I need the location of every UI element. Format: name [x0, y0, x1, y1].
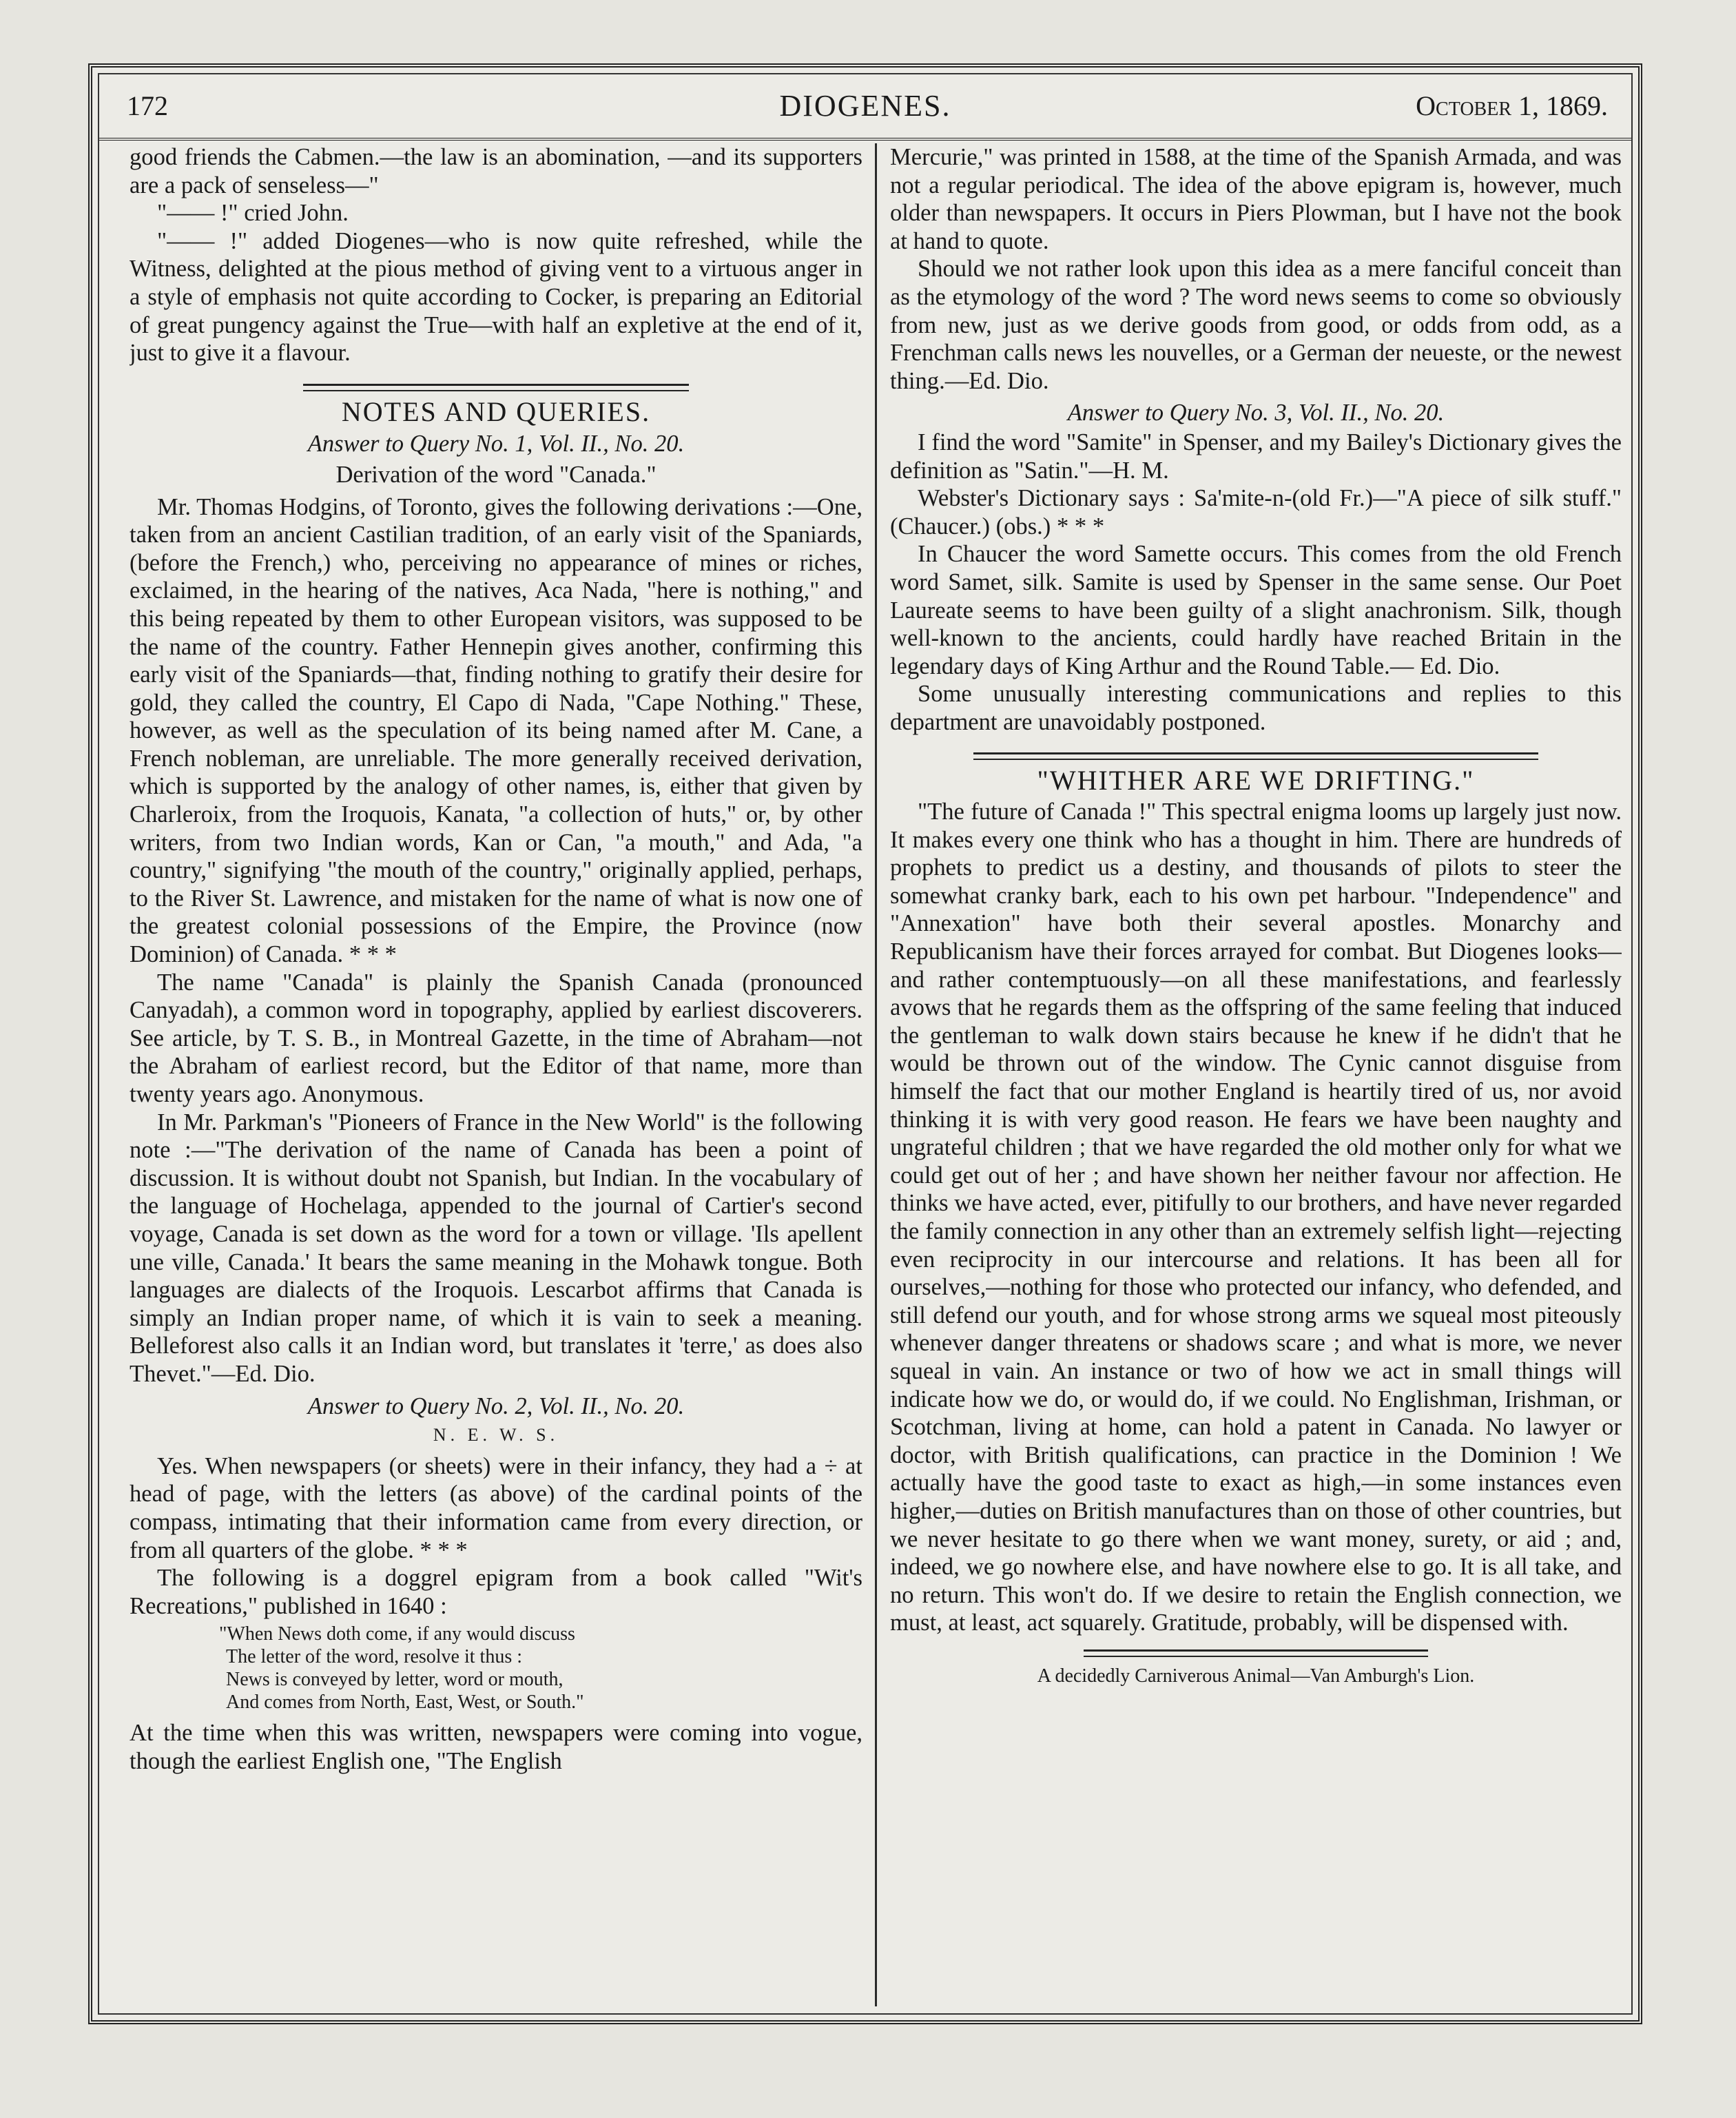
paragraph: Webster's Dictionary says : Sa'mite-n-(old Fr.)—"A piece of silk stuff." (Chaucer.) (obs.) * * *	[890, 485, 1622, 539]
paragraph: In Mr. Parkman's "Pioneers of France in the New World" is the following note :—"The derivation of the name of Canada has been a point of discussion. It is without doubt not Spanish, but Indian. In the vocabulary of the language of Hochelaga, appended to the journal of Cartier's second voyage, Canada is set down as the word for a town or village. 'Ils apellent une ville, Canada.' It bears the same meaning in the Mohawk tongue. Both languages are dialects of the Iroquois. Lescarbot affirms that Canada is simply an Indian proper name, of which it is vain to seek a meaning. Belleforest also calls it an Indian word, but translates it 'terre,' as does also Thevet."—Ed. Dio.	[130, 1109, 862, 1387]
right-column	[890, 143, 1622, 2006]
page-frame	[88, 63, 1642, 2024]
page-number: 172	[127, 90, 168, 121]
section-divider	[973, 752, 1538, 760]
footer-note: A decidedly Carniverous Animal—Van Amburgh's Lion.	[1037, 1665, 1475, 1687]
paper-title: DIOGENES.	[779, 89, 951, 123]
section-divider	[1084, 1649, 1428, 1657]
section-divider	[303, 384, 689, 391]
poem-line: "When News doth come, if any would discuss	[219, 1623, 575, 1645]
paragraph: Yes. When newspapers (or sheets) were in their infancy, they had a ÷ at head of page, with the letters (as above) of the cardinal points of the compass, intimating that their information came from every direction, or from all quarters of the globe. * * *	[130, 1452, 862, 1563]
section-title-notes-and-queries: NOTES AND QUERIES.	[341, 395, 651, 427]
news-letters: N. E. W. S.	[433, 1425, 559, 1446]
paragraph: At the time when this was written, newspapers were coming into vogue, though the earliest English one, "The English	[130, 1720, 862, 1774]
paragraph: Mr. Thomas Hodgins, of Toronto, gives the following derivations :—One, taken from an ancient Castilian tradition, of an early visit of the Spaniards, (before the French,) who, perceiving no appearance of mines or riches, exclaimed, in the hearing of the natives, Aca Nada, "here is nothing," and this being repeated by them to other European visitors, was supposed to be the name of the country. Father Hennepin gives another, confirming this early visit of the Spaniards—that, finding nothing to gratify their desire for gold, they called the country, El Capo di Nada, "Cape Nothing." These, however, as well as the speculation of its being named after M. Cane, a French nobleman, are unreliable. The more generally received derivation, which is supported by the analogy of other names, is, either that given by Charleroix, from the Iroquois, Kanata, "a collection of huts," or, by other writers, from two Indian words, Kan or Can, "a mouth," and Ada, "a country," signifying "the mouth of the country," originally applied, perhaps, to the River St. Lawrence, and mistaken for the name of what is now one of the greatest colonial possessions of the Empire, the Province (now Dominion) of Canada. * * *	[130, 493, 862, 968]
paragraph: The following is a doggrel epigram from a book called "Wit's Recreations," published in 1640 :	[130, 1565, 862, 1619]
section-title-whither: "WHITHER ARE WE DRIFTING."	[1037, 765, 1475, 796]
page-inner-border	[98, 73, 1633, 2015]
epigram-poem	[219, 1623, 862, 1714]
left-column	[130, 143, 862, 2006]
paragraph: Some unusually interesting communications and replies to this department are unavoidably postponed.	[890, 681, 1622, 735]
paragraph: In Chaucer the word Samette occurs. This comes from the old French word Samet, silk. Samite is used by Spenser in the same sense. Our Poet Laureate seems to have been guilty of a slight anachronism. Silk, though well-known to the ancients, could hardly have reached Britain in the legendary days of King Arthur and the Round Table.— Ed. Dio.	[890, 541, 1622, 679]
paragraph: Mercurie," was printed in 1588, at the time of the Spanish Armada, and was not a regular periodical. The idea of the above epigram is, however, much older than newspapers. It occurs in Piers Plowman, but I have not the book at hand to quote.	[890, 144, 1622, 254]
paragraph: "The future of Canada !" This spectral enigma looms up largely just now. It makes every one think who has a thought in him. There are hundreds of prophets to predict us a destiny, and thousands of pilots to steer the somewhat cranky bark, each to his own pet harbour. "Independence" and "Annexation" have both their several apostles. Monarchy and Republicanism have their forces arrayed for combat. But Diogenes looks—and rather contemptuously—on all these manifestations, and fearlessly avows that he regards them as the offspring of the same feeling that induced the gentleman to walk down stairs because he knew if he didn't that he would be thrown out of the window. The Cynic cannot disguise from himself the fact that our mother England is heartily tired of us, nor avoid thinking it is with very good reason. He fears we have been naughty and ungrateful children ; that we have regarded the old mother only for what we could get out of her ; and have shown her neither favour nor affection. He thinks we have acted, ever, pitifully to our brothers, and have never regarded the family connection in any other than an extremely selfish light—rejecting even reciprocity in our intercourse and relations. It has been all for ourselves,—nothing for those who protected our infancy, who defended, and still defend our youth, and for whose strong arms we squeal most piteously whenever danger threatens or shadows scare ; and what is more, we never squeal in vain. An instance or two of how we act in small things will indicate how we do, or would do, if we could. No Englishman, Irishman, or Scotchman, living at home, can hold a patent in Canada. No lawyer or doctor, with British qualifications, can practice in the Dominion ! We actually have the good taste to exact as high,—in some instances even higher,—duties on British manufactures than on those of other countries, but we never hesitate to go there when we want money, surety, or aid ; and, indeed, we go nowhere else, and have nowhere else to go. It is all take, and no return. This won't do. If we desire to retain the English connection, we must, at least, act squarely. Gratitude, probably, will be dispensed with.	[890, 799, 1622, 1636]
paragraph: I find the word "Samite" in Spenser, and my Bailey's Dictionary gives the definition as "Satin."—H. M.	[890, 429, 1622, 484]
issue-date: October 1, 1869.	[1416, 90, 1608, 121]
paragraph: "—— !" cried John.	[157, 200, 349, 227]
paragraph: Should we not rather look upon this idea as a mere fanciful conceit than as the etymology of the word ? The word news seems to come so obviously from new, just as we derive goods from good, or odds from odd, as a Frenchman calls news les nouvelles, or a German der neueste, or the newest thing.—Ed. Dio.	[890, 256, 1622, 394]
answer-heading: Answer to Query No. 2, Vol. II., No. 20.	[307, 1392, 685, 1419]
paragraph: "—— !" added Diogenes—who is now quite refreshed, while the Witness, delighted at the pious method of giving vent to a virtuous anger in a style of emphasis not quite according to Cocker, is preparing an Editorial of great pungency against the True—with half an expletive at the end of it, just to give it a flavour.	[130, 227, 862, 367]
paragraph: The name "Canada" is plainly the Spanish Canada (pronounced Canyadah), a common word in topography, applied by earliest discoverers. See article, by T. S. B., in Montreal Gazette, in the time of Abraham—not the Abraham of earliest record, but the Editor of that name, more than twenty years ago. Anonymous.	[130, 969, 862, 1107]
poem-line: And comes from North, East, West, or South."	[226, 1692, 584, 1714]
subheading: Derivation of the word "Canada."	[335, 461, 657, 488]
poem-line: The letter of the word, resolve it thus :	[226, 1646, 522, 1668]
column-divider	[875, 143, 877, 2006]
masthead	[99, 74, 1631, 141]
answer-heading: Answer to Query No. 3, Vol. II., No. 20.	[1067, 400, 1445, 426]
poem-line: News is conveyed by letter, word or mouth,	[226, 1669, 564, 1691]
paragraph: good friends the Cabmen.—the law is an abomination, —and its supporters are a pack of senseless—"	[130, 144, 862, 198]
answer-heading: Answer to Query No. 1, Vol. II., No. 20.	[307, 431, 685, 457]
